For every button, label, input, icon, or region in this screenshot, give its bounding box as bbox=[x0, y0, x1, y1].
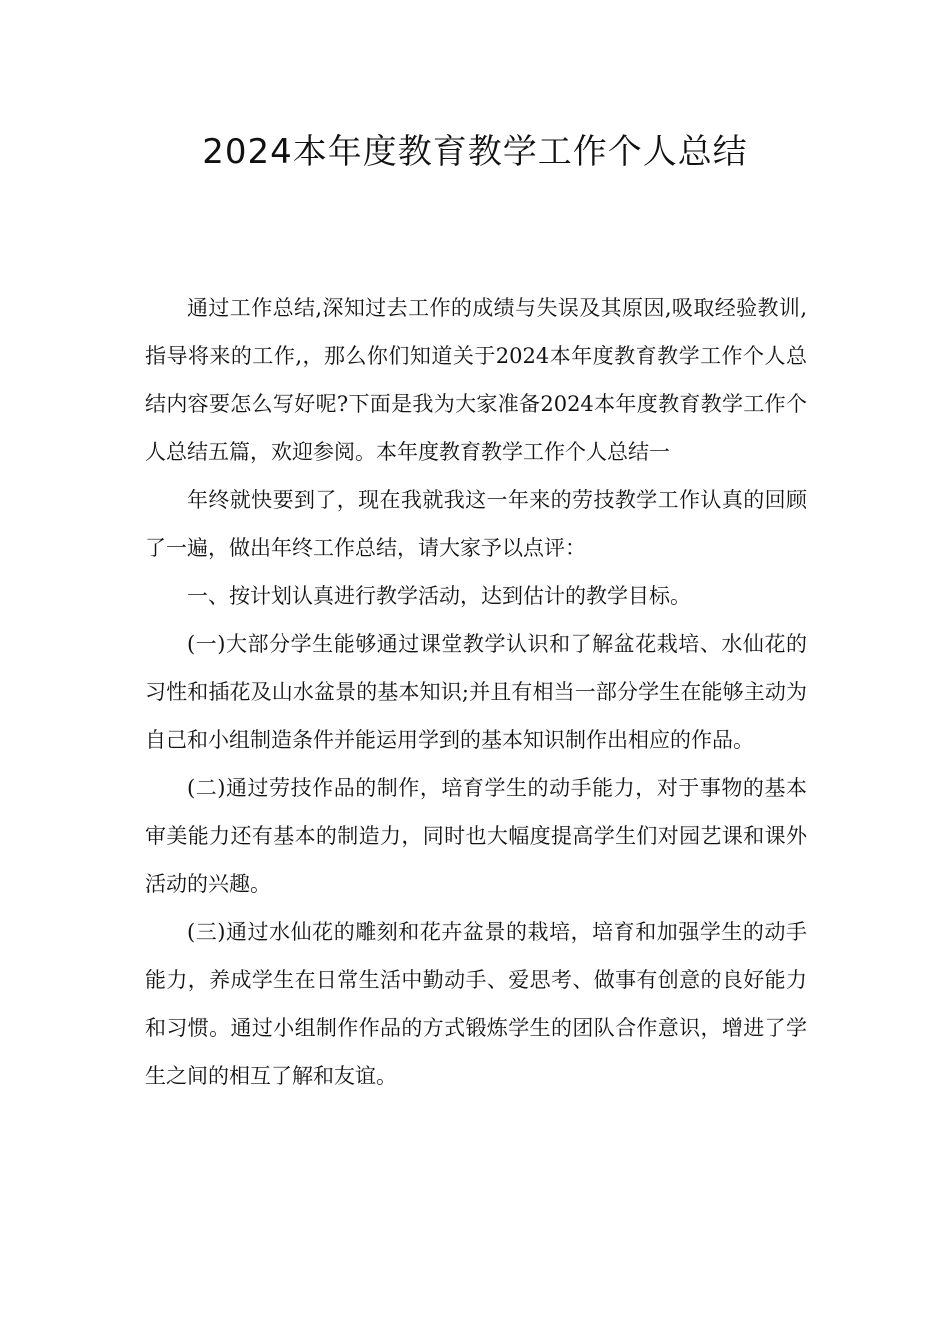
paragraph-section-one: 一、按计划认真进行教学活动，达到估计的教学目标。 bbox=[187, 584, 691, 608]
paragraph-item-three: (三)通过水仙花的雕刻和花卉盆景的栽培，培育和加强学生的动手能力，养成学生在日常生活中勤动手、爱思考、做事有创意的良好能力和习惯。通过小组制作作品的方式锻炼学生的团队合作意识，增进了学生之间的相互了解和友谊。 bbox=[145, 920, 807, 1088]
paragraph-item-two: (二)通过劳技作品的制作，培育学生的动手能力，对于事物的基本审美能力还有基本的制造力，同时也大幅度提高学生们对园艺课和课外活动的兴趣。 bbox=[145, 776, 807, 896]
paragraph-item-one: (一)大部分学生能够通过课堂教学认识和了解盆花栽培、水仙花的习性和插花及山水盆景的基本知识;并且有相当一部分学生在能够主动为自己和小组制造条件并能运用学到的基本知识制作出相应的作品。 bbox=[145, 632, 807, 752]
paragraph-year-end: 年终就快要到了，现在我就我这一年来的劳技教学工作认真的回顾了一遍，做出年终工作总结，请大家予以点评： bbox=[145, 488, 807, 560]
paragraph-intro: 通过工作总结,深知过去工作的成绩与失误及其原因,吸取经验教训,指导将来的工作,，那么你们知道关于2024本年度教育教学工作个人总结内容要怎么写好呢?下面是我为大家准备2024本年度教育教学工作个人总结五篇，欢迎参阅。本年度教育教学工作个人总结一 bbox=[145, 296, 807, 464]
document-body bbox=[145, 284, 807, 1100]
document-title: 2024本年度教育教学工作个人总结 bbox=[202, 132, 748, 172]
